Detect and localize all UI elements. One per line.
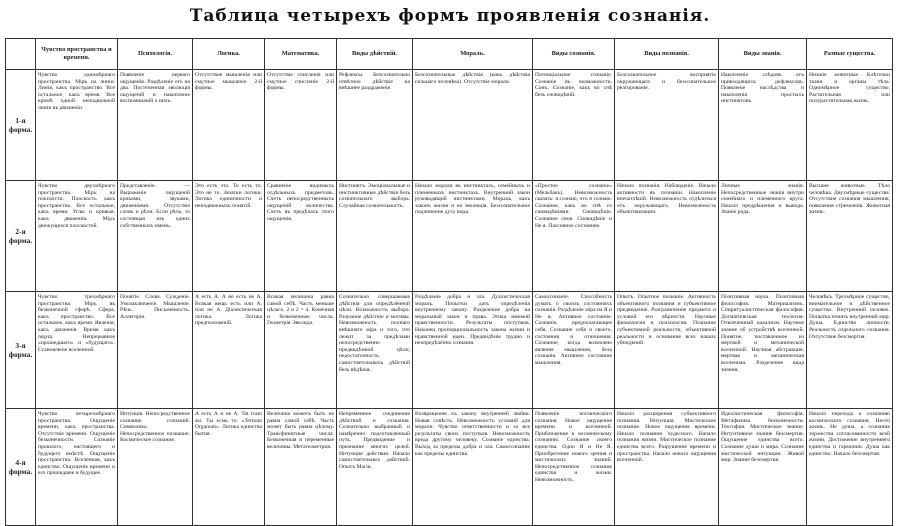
- col-header-cognition: Виды познанія.: [615, 39, 719, 70]
- row-label: 2-я форма.: [6, 181, 36, 292]
- col-header-space-time: Чувство пространства и времени.: [36, 39, 118, 70]
- table-cell: Чувство трехмѣрнаго пространства. Міръ въ безконечной сферѣ. Сфера, какъ пространство. Все остальное, какъ время. Явленія, какъ движенія. Время какъ ощущ. Непрерывное «прошедшаго» и «будущаго». Становленіе вселенной.: [36, 292, 118, 409]
- table-cell: Личные знанія. Непосредственные знанія внутри семейнаго и племенного круга. Начало предрѣшения и вывода. Знаніе рода.: [719, 181, 807, 292]
- col-header-knowledge: Виды знанія.: [719, 39, 807, 70]
- table-cell: Сознательно совершаемые дѣйствія для опредѣлённой цѣли. Возможность выбора. Разумное дѣйствіе и мотивы. Невозможность полнаго внѣшняго міра и того, что лежит за предѣлами непосредственно предвидѣнной цѣли, недостаточность самостоятельныхъ дѣйствій безъ вѣдѣнія.: [337, 292, 413, 409]
- row-label: 1-я форма.: [6, 70, 36, 181]
- table-cell: Чувство двухмѣрнаго пространства. Міръ на плоскости. Плоскость какъ пространство. Все остальное, какъ время. Углы и кривыя, какъ движенія. Міръ движущихся плоскостей.: [36, 181, 118, 292]
- table-row: [6, 409, 893, 526]
- table-cell: А есть А и не А. Tat tvam asi. Ты есмь то. «Tertium Organum». Логика единства бытия.: [193, 409, 265, 526]
- table-cell: Безсознательное восприятіе окружающаго и безсознательное реагированіе.: [615, 70, 719, 181]
- corner-cell: [6, 39, 36, 70]
- table-cell: Чувство четырехмѣрнаго пространства. Ощущеніе времени, какъ пространства. Отсутствіе времени. Ощущеніе безконечности. Сознаніе прошлого, настоящего и будущего вмѣстѣ. Ощущеніе пространства. Вселенная, какъ единство. Ощущеніе времени и его прошедшее и будущее.: [36, 409, 118, 526]
- table-cell: Начало перехода к сознанию космического сознания. Нечто жизнь. Не душа, а сознание торжества согласованности всей жизни. Достижение внутреннего единства и гармонии. Душа как единство. Начало безсмертия.: [807, 409, 893, 526]
- table-cell: Идеалистическая философія. Метафизика безконечности. Теософия. Мистическое знание. Интуитивное знание безсмертия. Ощущение единства всего. Сознание души и мира. Сознание мистической интуиции. Живой мир. Знание безсмертия.: [719, 409, 807, 526]
- table-cell: Появленіе перваго ощущенія. Раздѣленіе его на два. Постепенная эволюція ощущеній и накопленіе воспоминаній о нихъ.: [118, 70, 193, 181]
- table-cell: Интуиція. Непосредственное сознание сознаний. Символика. Непосредственное познание. Космическое сознание.: [118, 409, 193, 526]
- table-row: [6, 70, 893, 181]
- table-row: [6, 181, 893, 292]
- row-label: 4-я форма.: [6, 409, 36, 526]
- table-cell: Раздѣленіе добра и зла. Дуалистическая мораль. Попытки дать опредѣленія внутреннему закону. Разделение добра на моральный закон и права. Этика мнимой нравственности. Результаты поступков. Наконец пропорциональность закона жизни и нравственной идеи. Предвидѣніе трудно и неопредѣлённо сознанія.: [413, 292, 533, 409]
- table-cell: Понятіе. Слова. Сужденіе. Умозаключеніе. Мышленіе. Рѣчь. Письменность. Аллегорія.: [118, 292, 193, 409]
- table-cell: «Простое сознаніе» (Мельбакъ). Невозможность сказать: я сознаю, что я сознаю. Сознание, какъ во снѣ со сновидѣніями. Сновидѣніе. Сознание снов. Сновидѣніе и Не я. Пассивное состояние.: [533, 181, 615, 292]
- table-cell: Высшие животные. Тѣло человѣка. Двухмѣрные существа. Отсутствие сознания мышления, появления стремленія. Животная жизнь.: [807, 181, 893, 292]
- consciousness-table: [5, 38, 893, 526]
- table-cell: Начало познанія. Наблюденіе. Начало активности въ познаніи. Накопленіе впечатлѣній. Невозможность отдѣлиться отъ окружающаго. Невозможность объективизации.: [615, 181, 719, 292]
- table-cell: Непременное соединение дѣйствий и сознания. Сознательно выбранный и намѣренно подготовленный путь. Предвидение и признание многих целей. Интуиция действия. Начало самостоятельных действий. Опытъ Магія.: [337, 409, 413, 526]
- table-cell: Потенціальное сознаніе. Сознаніе въ возможности. Сонъ. Сознаніе, какъ во снѣ безъ сновидѣній.: [533, 70, 615, 181]
- table-cell: Всякая величина равна самой себѣ. Часть меньше цѣлаго. 2 и 2 = 4. Конечная и безконечные числа. Геометрія Эвклида.: [265, 292, 337, 409]
- table-cell: Чувство одномѣрнаго пространства. Міръ на линіи. Линія, какъ пространство. Все остальное, какъ время. Все кромѣ одной неподвижной линіи въ движеніи.: [36, 70, 118, 181]
- table-cell: Накопленіе слѣдовъ отъ привходящихъ рефлексовъ. Появленіе наслѣдства и накопленія простыхъ инстинктовъ.: [719, 70, 807, 181]
- col-header-consciousness: Виды сознанія.: [533, 39, 615, 70]
- col-header-morality: Мораль.: [413, 39, 533, 70]
- table-cell: Самосознаніе. Способность думать о своихъ состояніяхъ сознанія. Раздѣленіе міра на Я и Не я. Активное состояніе. Сознаніе, предполагающее себя. Сознание себя и своего, состояния и отношения. Сознание, когда возможно явление мышления, безъ сознанія. Активное состояние мышления.: [533, 292, 615, 409]
- table-cell: Позитивная наука. Позитивная философия. Материализмъ. Спиритуалистическая философия. Догматическая теология. Отвлеченный идеализм. Научное знание об устройствѣ вселенной. Понятие, поставленное из мертвой и механической вселенной. Научная абстракция, мертвая и механическая вселенная. Разделение вида знания.: [719, 292, 807, 409]
- table-cell: Отсутствіе счисленія или смутное счисленіе 2-й формы.: [265, 70, 337, 181]
- table-cell: Величина можетъ быть не равна самой себѣ. Часть может быть равна цѣлому. Трансфинитные числа. Безконечная и переменные величины. Метагеометрия.: [265, 409, 337, 526]
- table-cell: Сравненіе видимыхъ отдѣльныхъ предметовъ. Счетъ непосредственныхъ ощущеній количества. Счетъ въ предѣлахъ этого ощущенія.: [265, 181, 337, 292]
- col-header-logic: Логика.: [193, 39, 265, 70]
- table-cell: Отсутствие мышленія или смутное мышленіе 2-й формы.: [193, 70, 265, 181]
- table-cell: Рефлексы. Безсознательно отвѣтное дѣйствіе на внѣшнее раздраженіе.: [337, 70, 413, 181]
- table-cell: Начало расширения субъективного познания. Интуиция. Мистическое познание. Новое ощущение времени. Начало познания чудесного. Начало познания жизни. Мистическое познание единства всего. Разрушение времени и пространства. Начало нового ощущения вселенной.: [615, 409, 719, 526]
- table-cell: Это есть это. То есть то. Это не то. Зачатки логики. Логика единичности и неподвижныхъ понятій.: [193, 181, 265, 292]
- table-cell: Возвращение къ закону внутренней любви. Новая совѣсть. Невозможность условий для морали. Чувство ответственности и за все результаты своих поступков. Невозможность вреда другому человеку. Сознаніе единства. Выход за пределы добра и зла. Самосознание как пределы единства.: [413, 409, 533, 526]
- table-row: [6, 292, 893, 409]
- table-cell: А есть А. А не есть не А. Всякая вещь есть или А, или не А. Діалектическая логика. Логика предположеній.: [193, 292, 265, 409]
- table-cell: Низшіе животные. Клѣточки ткани и органы тѣла. Одномѣрное существо. Растительная или полурастительная жизнь.: [807, 70, 893, 181]
- table-cell: Начало морали въ инстинктахъ, семейныхъ и племенныхъ инстинктахъ. Внутренний закон руководящий инстинктами. Мораль, какъ законъ жизни и ея эволюція. Безсознательное подчинение духу вида.: [413, 181, 533, 292]
- col-header-beings: Разные существа.: [807, 39, 893, 70]
- table-cell: Инстинктъ. Эмоціональные и инстинктивные дѣйствія безъ сознательнаго выбора. Случайная сознательность.: [337, 181, 413, 292]
- table-cell: Появленіе космического сознания. Новое ощущение времени и вселенной. Приближение к космическому сознанию. Сознание своего единства. Одно Я и Не Я. Приобретение нового зрения и мистических знаний. Непосредственное сознание единства и жизни. Невозможность.: [533, 409, 615, 526]
- table-cell: Представленіе. — Выраженіе ощущеній криками, звуками, движеніями. Отсутствіе словъ и рѣчи. Если рѣчь, то состоящая изъ одних собственныхъ именъ.: [118, 181, 193, 292]
- row-label: 3-я форма.: [6, 292, 36, 409]
- col-header-actions: Виды дѣйствій.: [337, 39, 413, 70]
- page-title: Таблица четырехъ формъ проявленія сознанія.: [189, 6, 711, 26]
- col-header-psychology: Психологія.: [118, 39, 193, 70]
- table-cell: Человѣкъ. Трехмѣрное существо, внимательное и дѣйственное существо. Внутренний человек. Попытка понять внутренний мир. Душа. Единство личности. Реальность отдельного сознания. Отсутствие безсмертия.: [807, 292, 893, 409]
- table-cell: Безсознательные дѣйствія (какъ дѣйствія сильнаго человѣка). Отсутствіе морали.: [413, 70, 533, 181]
- header-row: [6, 39, 893, 70]
- col-header-mathematics: Математика.: [265, 39, 337, 70]
- table-cell: Опытъ. Опытное познаніе. Активность объективного познания и субъективное предвидение. Разграничение предмета и условий его вѣрности. Научные физиология и психология. Познание субъективной реальности, объективной реальности и основание всех наших убеждений.: [615, 292, 719, 409]
